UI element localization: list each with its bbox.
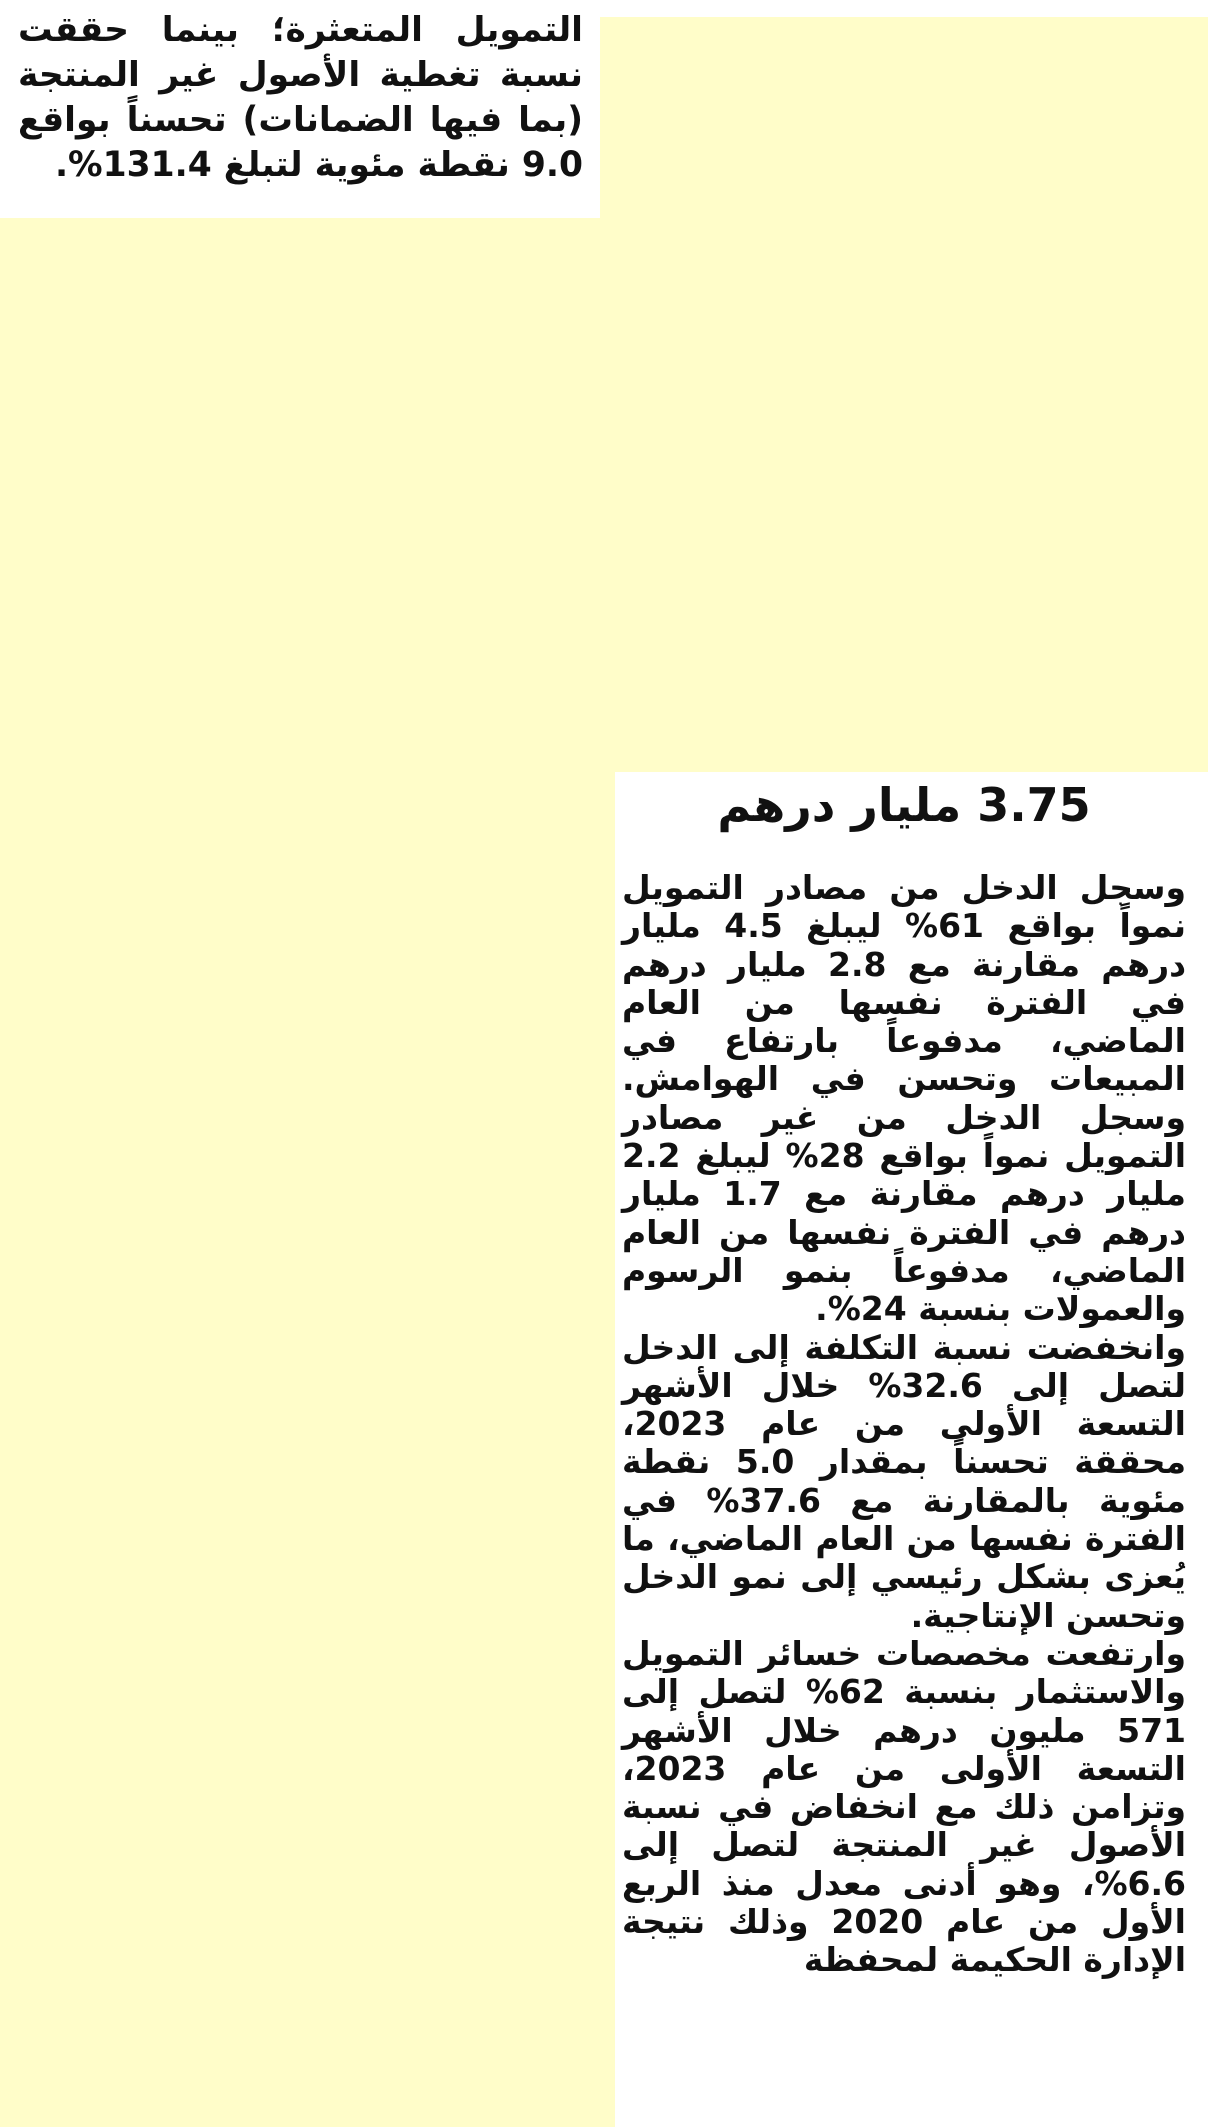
article-headline: 3.75 مليار درهم bbox=[717, 778, 1091, 832]
highlight-panel-left bbox=[0, 218, 615, 2127]
highlight-panel-top bbox=[600, 17, 1208, 772]
article-paragraph-3: وارتفعت مخصصات خسائر التمويل والاستثمار بنسبة 62% لتصل إلى 571 مليون درهم خلال الأشهر التسعة الأولى من عام 2023، وتزامن ذلك مع انخفاض في نسبة الأصول غير المنتجة لتصل إلى 6.6%، وهو أدنى معدل منذ الربع الأول من عام 2020 وذلك نتيجة الإدارة الحكيمة لمحفظة bbox=[622, 1633, 1186, 1980]
top-paragraph-block bbox=[18, 8, 583, 188]
article-body bbox=[622, 869, 1186, 1980]
article-paragraph-2: وانخفضت نسبة التكلفة إلى الدخل لتصل إلى 32.6% خلال الأشهر التسعة الأولى من عام 2023، محققة تحسناً بمقدار 5.0 نقطة مئوية بالمقارنة مع 37.6% في الفترة نفسها من العام الماضي، ما يُعزى بشكل رئيسي إلى نمو الدخل وتحسن الإنتاجية. bbox=[622, 1327, 1187, 1635]
article-column bbox=[622, 768, 1186, 1980]
top-paragraph: التمويل المتعثرة؛ بينما حققت نسبة تغطية الأصول غير المنتجة (بما فيها الضمانات) تحسناً بواقع 9.0 نقطة مئوية لتبلغ 131.4%. bbox=[18, 10, 583, 185]
article-paragraph-1: وسجل الدخل من مصادر التمويل نمواً بواقع 61% ليبلغ 4.5 مليار درهم مقارنة مع 2.8 مليار درهم في الفترة نفسها من العام الماضي، مدفوعاً بارتفاع في المبيعات وتحسن في الهوامش. وسجل الدخل من غير مصادر التمويل نمواً بواقع 28% ليبلغ 2.2 مليار درهم مقارنة مع 1.7 مليار درهم في الفترة نفسها من العام الماضي، مدفوعاً بنمو الرسوم والعمولات بنسبة 24%. bbox=[622, 868, 1187, 1329]
scan-artifact bbox=[985, 2, 1019, 12]
